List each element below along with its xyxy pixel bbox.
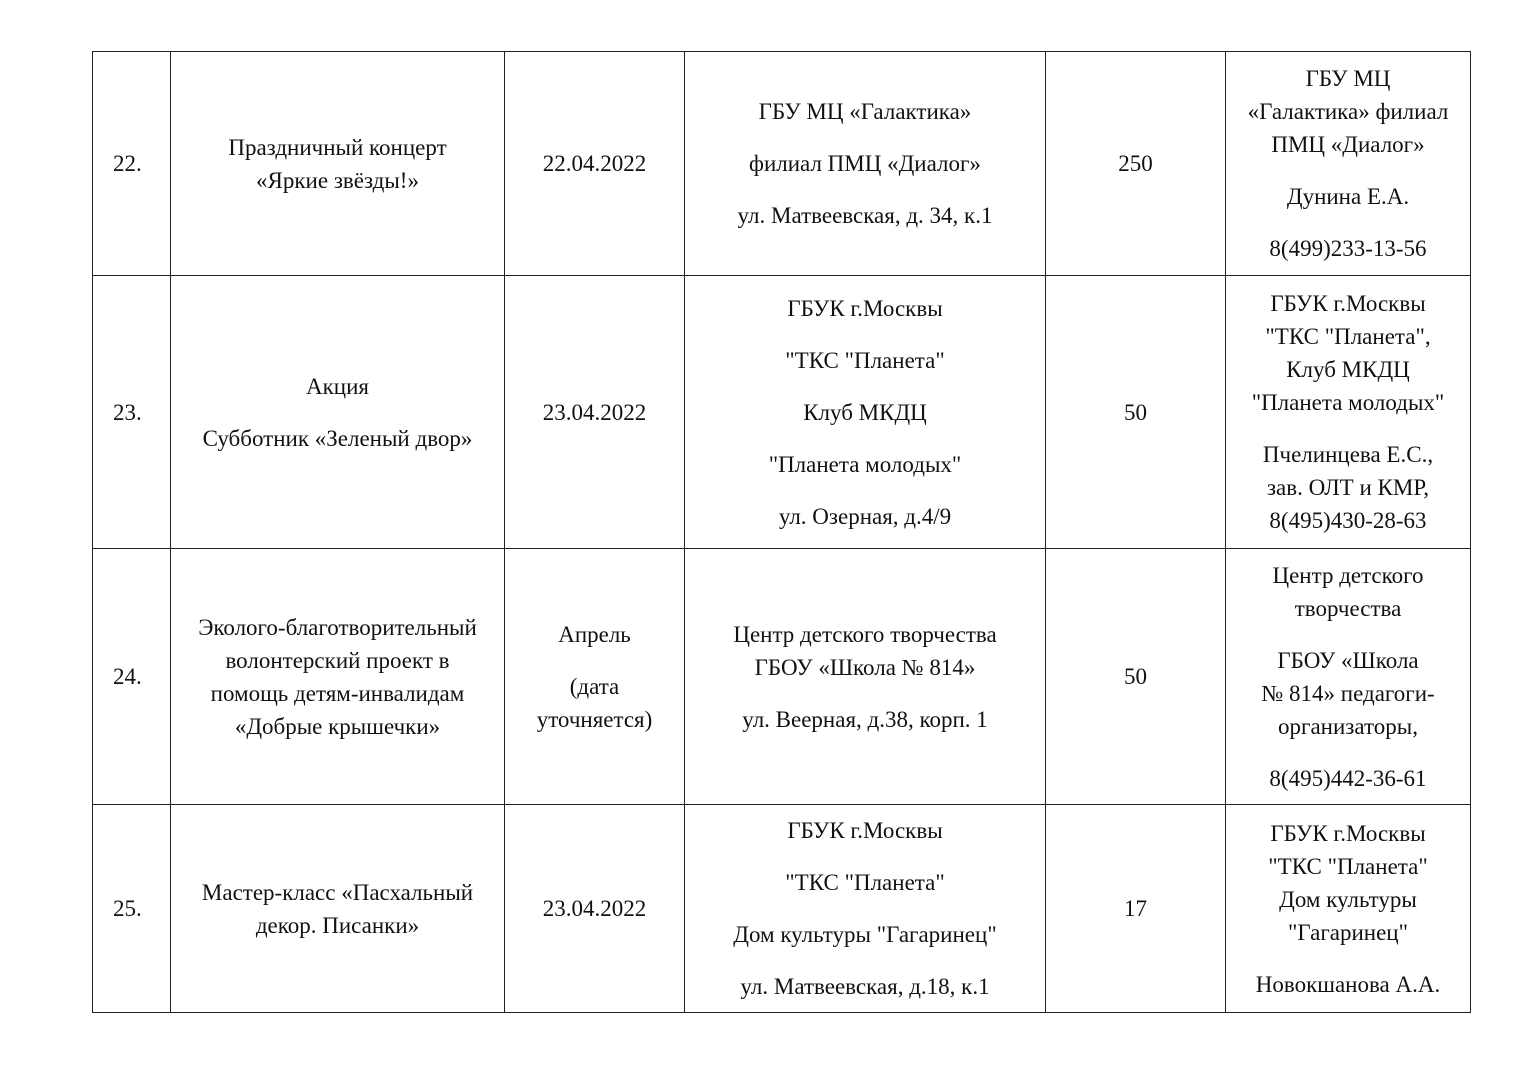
date-line: уточняется) [536, 706, 653, 732]
responsible-block [1232, 287, 1464, 419]
event-line: Праздничный концерт [228, 134, 447, 160]
responsible-block [1232, 817, 1464, 949]
event-cell [171, 549, 505, 805]
date-line: 23.04.2022 [542, 896, 647, 921]
table-row [93, 549, 1471, 805]
date-cell [505, 276, 685, 549]
responsible-line: ПМЦ «Диалог» [1271, 132, 1425, 157]
events-table [92, 51, 1471, 1013]
participants-cell: 50 [1046, 549, 1226, 805]
event-line: Акция [306, 373, 369, 399]
responsible-line: 8(499)233-13-56 [1269, 236, 1427, 261]
venue-line: ул. Озерная, д.4/9 [778, 503, 952, 529]
responsible-block [1232, 180, 1464, 213]
event-line: «Яркие звёзды!» [256, 167, 419, 193]
responsible-line: Центр детского [1272, 562, 1424, 588]
responsible-line: ГБОУ «Школа [1277, 647, 1419, 673]
venue-cell [685, 52, 1046, 276]
responsible-cell [1226, 276, 1471, 549]
venue-line: ГБУК г.Москвы [787, 818, 943, 843]
venue-cell [685, 549, 1046, 805]
participants-cell: 50 [1046, 276, 1226, 549]
responsible-line: ГБУК г.Москвы [1270, 291, 1426, 316]
responsible-block [1232, 559, 1464, 625]
responsible-line: зав. ОЛТ и КМР, [1266, 475, 1430, 500]
venue-line: "ТКС "Планета" [785, 870, 945, 895]
participants-cell: 17 [1046, 805, 1226, 1013]
responsible-block [1232, 438, 1464, 537]
responsible-line: № 814» педагоги- [1261, 680, 1435, 706]
responsible-block [1232, 762, 1464, 795]
date-line: (дата [569, 673, 620, 699]
responsible-line: ГБУ МЦ [1305, 66, 1391, 91]
responsible-block [1232, 968, 1464, 1001]
venue-line: ГБУК г.Москвы [787, 295, 943, 321]
participants-cell: 250 [1046, 52, 1226, 276]
table-row [93, 52, 1471, 276]
venue-line: ул. Веерная, д.38, корп. 1 [742, 706, 988, 732]
table-row [93, 805, 1471, 1013]
venue-block [691, 703, 1039, 736]
responsible-line: организаторы, [1278, 713, 1418, 739]
responsible-line: "Гагаринец" [1288, 919, 1408, 945]
venue-line: ул. Матвеевская, д. 34, к.1 [737, 203, 993, 228]
responsible-cell [1226, 52, 1471, 276]
venue-line: ГБОУ «Школа № 814» [754, 654, 976, 680]
event-line: декор. Писанки» [255, 912, 420, 938]
responsible-line: 8(495)442-36-61 [1269, 765, 1427, 791]
responsible-line: «Галактика» филиал [1247, 99, 1449, 124]
responsible-line: творчества [1294, 595, 1402, 621]
venue-line: "Планета молодых" [768, 451, 962, 477]
event-line: Эколого-благотворительный [198, 614, 477, 640]
responsible-line: ГБУК г.Москвы [1270, 820, 1426, 846]
event-line: помощь детям-инвалидам [210, 680, 465, 706]
venue-cell [685, 805, 1046, 1013]
date-block [511, 618, 678, 651]
venue-line: Центр детского творчества [733, 621, 997, 647]
date-line: 22.04.2022 [542, 151, 647, 176]
responsible-line: 8(495)430-28-63 [1269, 508, 1427, 533]
table-row [93, 276, 1471, 549]
event-cell [171, 276, 505, 549]
responsible-line: "ТКС "Планета" [1268, 853, 1428, 879]
responsible-line: "ТКС "Планета", [1265, 324, 1431, 349]
row-number: 24. [93, 549, 171, 805]
date-cell [505, 52, 685, 276]
date-cell [505, 805, 685, 1013]
venue-line: ул. Матвеевская, д.18, к.1 [740, 974, 990, 999]
venue-block [691, 618, 1039, 684]
venue-line: "ТКС "Планета" [785, 347, 945, 373]
event-line: Мастер-класс «Пасхальный [201, 879, 474, 905]
responsible-line: Клуб МКДЦ [1286, 357, 1410, 382]
date-line: Апрель [558, 621, 631, 647]
responsible-line: "Планета молодых" [1251, 390, 1445, 415]
venue-line: Дом культуры "Гагаринец" [733, 922, 997, 947]
responsible-line: Пчелинцева Е.С., [1262, 442, 1434, 467]
event-cell [171, 52, 505, 276]
event-line: волонтерский проект в [225, 647, 450, 673]
responsible-block [1232, 232, 1464, 265]
event-cell [171, 805, 505, 1013]
venue-line: ГБУ МЦ «Галактика» [758, 99, 972, 124]
row-number: 22. [93, 52, 171, 276]
responsible-cell [1226, 805, 1471, 1013]
responsible-block [1232, 62, 1464, 161]
date-cell [505, 549, 685, 805]
row-number: 23. [93, 276, 171, 549]
responsible-line: Дом культуры [1279, 886, 1417, 912]
venue-cell [685, 276, 1046, 549]
event-line: Субботник «Зеленый двор» [202, 425, 473, 451]
event-line: «Добрые крышечки» [234, 713, 441, 739]
venue-line: филиал ПМЦ «Диалог» [749, 151, 981, 176]
venue-line: Клуб МКДЦ [803, 399, 927, 425]
responsible-line: Дунина Е.А. [1286, 184, 1410, 209]
responsible-cell [1226, 549, 1471, 805]
responsible-block [1232, 644, 1464, 743]
date-block [511, 670, 678, 736]
row-number: 25. [93, 805, 171, 1013]
date-line: 23.04.2022 [542, 399, 647, 425]
responsible-line: Новокшанова А.А. [1255, 971, 1441, 997]
